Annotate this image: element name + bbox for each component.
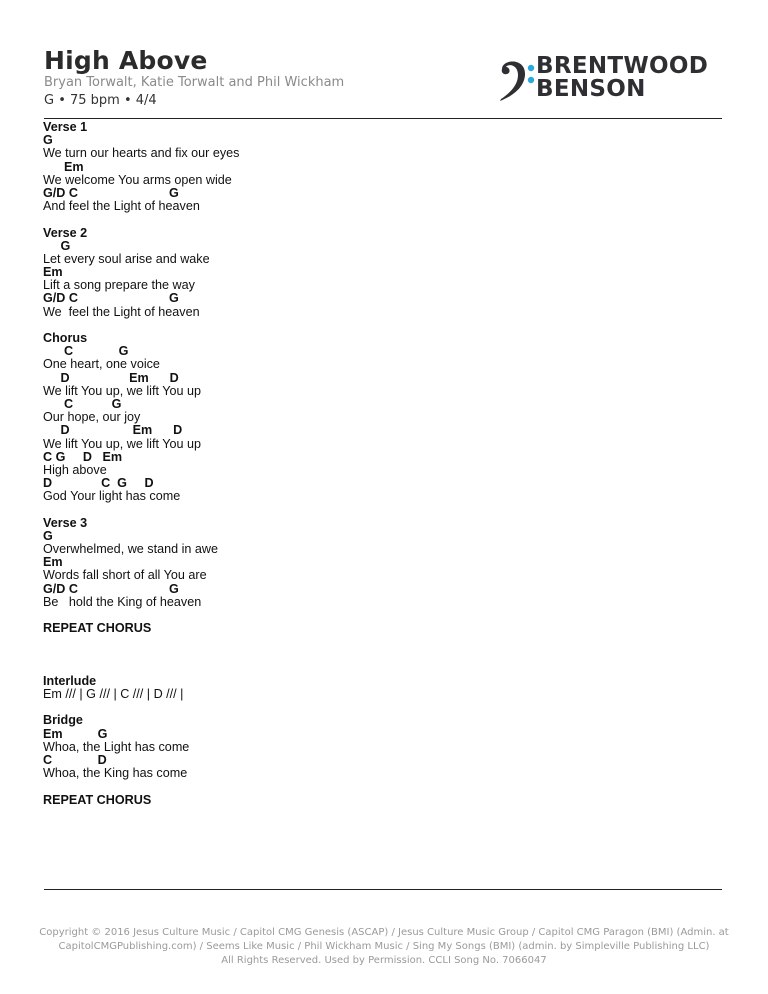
lyric-line: Words fall short of all You are xyxy=(43,568,207,583)
lyric-line: We lift You up, we lift You up xyxy=(43,436,202,451)
song-section xyxy=(43,714,239,780)
bass-clef-icon xyxy=(496,55,536,103)
lyric-line: Lift a song prepare the way xyxy=(43,278,195,293)
lyric-line: Whoa, the King has come xyxy=(43,766,188,781)
lyric-line: We turn our hearts and fix our eyes xyxy=(43,146,240,161)
chord-line: C G xyxy=(43,396,122,411)
section-label: Bridge xyxy=(43,713,83,728)
song-authors: Bryan Torwalt, Katie Torwalt and Phil Wickham xyxy=(44,75,345,90)
section-label: Verse 2 xyxy=(43,225,88,240)
copyright-line-2: CapitolCMGPublishing.com) / Seems Like Music / Phil Wickham Music / Sing My Songs (BMI) (admin. by Simpleville Publishing LLC) xyxy=(58,941,710,952)
chord-line: G/D C G xyxy=(43,581,179,596)
song-meta: G • 75 bpm • 4/4 xyxy=(44,93,157,108)
song-section xyxy=(43,794,239,807)
chord-line: Em G xyxy=(43,726,108,741)
section-label: Verse 1 xyxy=(43,120,88,134)
chord-line: G/D C G xyxy=(43,291,179,306)
song-section xyxy=(43,622,239,635)
chord-line: G/D C G xyxy=(43,185,179,200)
lyric-line: We welcome You arms open wide xyxy=(43,172,232,187)
section-label xyxy=(43,649,239,662)
lyric-line: We lift You up, we lift You up xyxy=(43,383,202,398)
section-label: Verse 3 xyxy=(43,515,88,530)
lyric-line: Whoa, the Light has come xyxy=(43,739,190,754)
chord-line: Em xyxy=(43,265,63,280)
lyric-line: Em /// | G /// | C /// | D /// | xyxy=(43,687,184,702)
section-label: Chorus xyxy=(43,331,88,345)
chord-sheet xyxy=(43,121,239,820)
footer-divider xyxy=(44,889,722,890)
copyright-footer xyxy=(30,926,738,968)
song-section xyxy=(43,121,239,213)
lyric-line: Overwhelmed, we stand in awe xyxy=(43,542,218,556)
chord-line: C D xyxy=(43,753,107,767)
song-section xyxy=(43,517,239,609)
chord-line: C G xyxy=(43,344,129,359)
song-section xyxy=(43,675,239,701)
song-section xyxy=(43,227,239,319)
brentwood-benson-logo xyxy=(496,55,726,105)
chord-line: Em xyxy=(43,159,84,174)
song-section xyxy=(43,332,239,503)
chord-line: G xyxy=(43,238,71,253)
copyright-line-3: All Rights Reserved. Used by Permission. CCLI Song No. 7066047 xyxy=(221,955,547,966)
chord-line: D Em D xyxy=(43,370,179,385)
section-label: Interlude xyxy=(43,673,97,688)
lyric-line: And feel the Light of heaven xyxy=(43,199,200,214)
lyric-line: We feel the Light of heaven xyxy=(43,304,200,319)
song-title: High Above xyxy=(44,46,208,75)
lyric-line: One heart, one voice xyxy=(43,357,160,372)
lyric-line: God Your light has come xyxy=(43,489,181,504)
lyric-line: Our hope, our joy xyxy=(43,410,141,425)
lyric-line: Be hold the King of heaven xyxy=(43,594,202,609)
chord-line: D C G D xyxy=(43,476,154,491)
lyric-line: High above xyxy=(43,462,107,477)
header-divider xyxy=(44,118,722,119)
section-label: REPEAT CHORUS xyxy=(43,621,152,636)
chord-line: C G D Em xyxy=(43,449,123,464)
lyric-line: Let every soul arise and wake xyxy=(43,251,210,266)
song-section xyxy=(43,649,239,662)
chord-line: Em xyxy=(43,555,63,570)
logo-line-2: BENSON xyxy=(536,76,646,102)
copyright-line-1: Copyright © 2016 Jesus Culture Music / Capitol CMG Genesis (ASCAP) / Jesus Culture Music Group / Capitol CMG Paragon (BMI) (Admin. at xyxy=(39,927,729,938)
section-label: REPEAT CHORUS xyxy=(43,792,152,807)
chord-line: G xyxy=(43,528,53,543)
chord-line: G xyxy=(43,133,53,148)
chord-line: D Em D xyxy=(43,423,183,438)
logo-line-1: BRENTWOOD xyxy=(536,53,709,79)
